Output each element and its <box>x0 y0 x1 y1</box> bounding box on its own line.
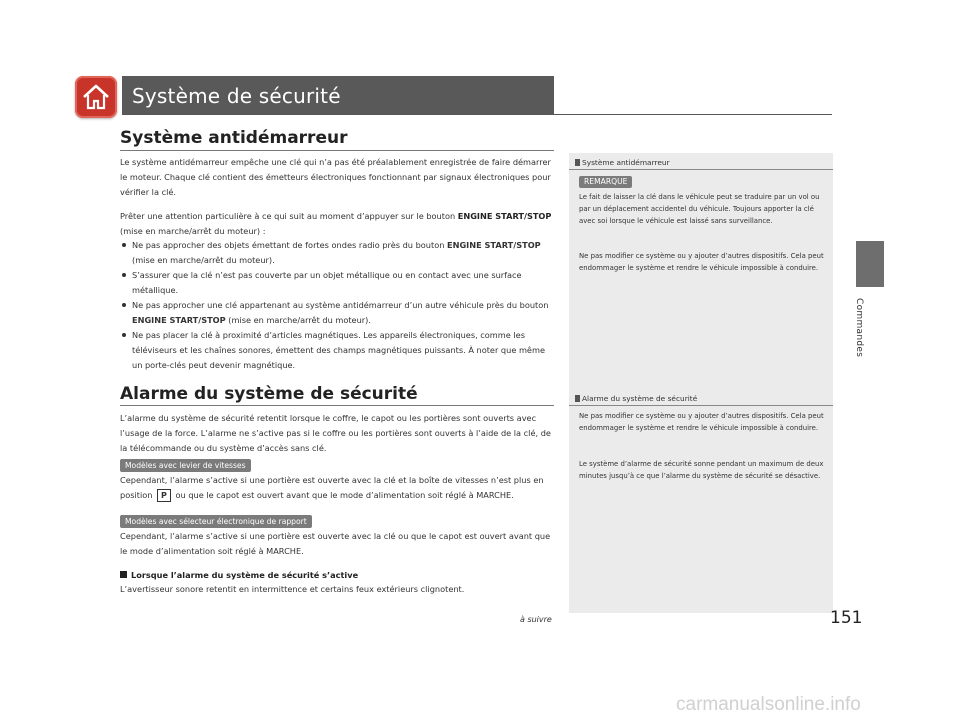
heading-divider <box>120 405 554 406</box>
section-heading-immobilizer: Système antidémarreur <box>120 128 348 148</box>
note1-para1: Le fait de laisser la clé dans le véhicule peut se traduire par un vol ou par un déplacement accidentel du véhicule. Toujours apporter la clé avec soi lorsque le véhicule est laissé sans surveillance. <box>579 193 820 226</box>
list-item: Ne pas placer la clé à proximité d’articles magnétiques. Les appareils électroniques, comme les téléviseurs et les chaînes sonores, émettent des champs magnétiques puissants. À noter que même un porte-clés peut devenir magnétique. <box>120 328 556 373</box>
watermark: carmanualsonline.info <box>676 694 861 715</box>
note1-para2: Ne pas modifier ce système ou y ajouter d’autres dispositifs. Cela peut endommager le système et rendre le véhicule impossible à conduire. <box>579 252 824 273</box>
immobilizer-bullet-list <box>120 238 556 373</box>
note-title-immobilizer: Système antidémarreur <box>575 158 670 167</box>
chapter-label: Commandes <box>854 298 864 358</box>
alarm-intro: L’alarme du système de sécurité retentit lorsque le coffre, le capot ou les portières sont ouverts avec l’usage de la force. L’alarme ne s’active pas si le coffre ou les portières sont ouverts à l’aide de la clé, de la télécommande ou du système d’accès sans clé. <box>120 413 551 453</box>
immobilizer-caution: Prêter une attention particulière à ce qui suit au moment d’appuyer sur le bouton ENGINE START/STOP (mise en marche/arrêt du moteur) : <box>120 211 552 236</box>
section-heading-alarm: Alarme du système de sécurité <box>120 384 418 404</box>
alarm-activation-text: L’avertisseur sonore retentit en intermittence et certains feux extérieurs clignotent. <box>120 584 465 594</box>
home-button[interactable] <box>75 76 117 118</box>
note-marker-icon <box>575 159 580 166</box>
engine-button-label: ENGINE START/STOP <box>457 211 552 221</box>
list-item: Ne pas approcher des objets émettant de fortes ondes radio près du bouton ENGINE START/STOP (mise en marche/arrêt du moteur). <box>120 238 556 268</box>
remarque-badge: REMARQUE <box>579 176 632 188</box>
chapter-tab[interactable] <box>856 241 884 287</box>
list-item: Ne pas approcher une clé appartenant au système antidémarreur d’un autre véhicule près du bouton ENGINE START/STOP (mise en marche/arrêt du moteur). <box>120 298 556 328</box>
note-marker-icon <box>575 395 580 402</box>
note2-para2: Le système d’alarme de sécurité sonne pendant un maximum de deux minutes jusqu’à ce que l’alarme du système de sécurité se désactive. <box>579 460 824 481</box>
heading-divider <box>120 150 554 151</box>
title-divider <box>122 114 832 115</box>
page-number: 151 <box>830 608 863 628</box>
square-bullet-icon <box>120 571 127 578</box>
note-title-alarm: Alarme du système de sécurité <box>575 394 697 403</box>
immobilizer-intro: Le système antidémarreur empêche une clé qui n’a pas été préalablement enregistrée de faire démarrer le moteur. Chaque clé contient des émetteurs électroniques fonctionnant par signaux électroniques pour vérifier la clé. <box>120 157 551 197</box>
continued-label: à suivre <box>520 615 552 624</box>
note2-para1: Ne pas modifier ce système ou y ajouter d’autres dispositifs. Cela peut endommager le système et rendre le véhicule impossible à conduire. <box>579 412 824 433</box>
alarm-selector-text: Cependant, l’alarme s’active si une portière est ouverte avec la clé ou que le capot est ouvert avant que le mode d’alimentation soit réglé à MARCHE. <box>120 531 551 556</box>
section-title-bar <box>122 76 554 114</box>
list-item: S’assurer que la clé n’est pas couverte par un objet métallique ou en contact avec une surface métallique. <box>120 268 556 298</box>
page-title: Système de sécurité <box>132 84 341 108</box>
note-divider <box>569 169 833 170</box>
alarm-sub-heading: Lorsque l’alarme du système de sécurité s’active <box>120 570 358 580</box>
note-divider <box>569 405 833 406</box>
alarm-lever-text: Cependant, l’alarme s’active si une portière est ouverte avec la clé et la boîte de vitesses n’est plus en position P ou que le capot est ouvert avant que le mode d’alimentation soit réglé à MARCHE. <box>120 475 544 500</box>
model-tag-electronic-selector: Modèles avec sélecteur électronique de rapport <box>120 515 312 528</box>
model-tag-shift-lever: Modèles avec levier de vitesses <box>120 459 251 472</box>
park-position-key: P <box>157 489 171 502</box>
home-icon <box>81 82 111 112</box>
